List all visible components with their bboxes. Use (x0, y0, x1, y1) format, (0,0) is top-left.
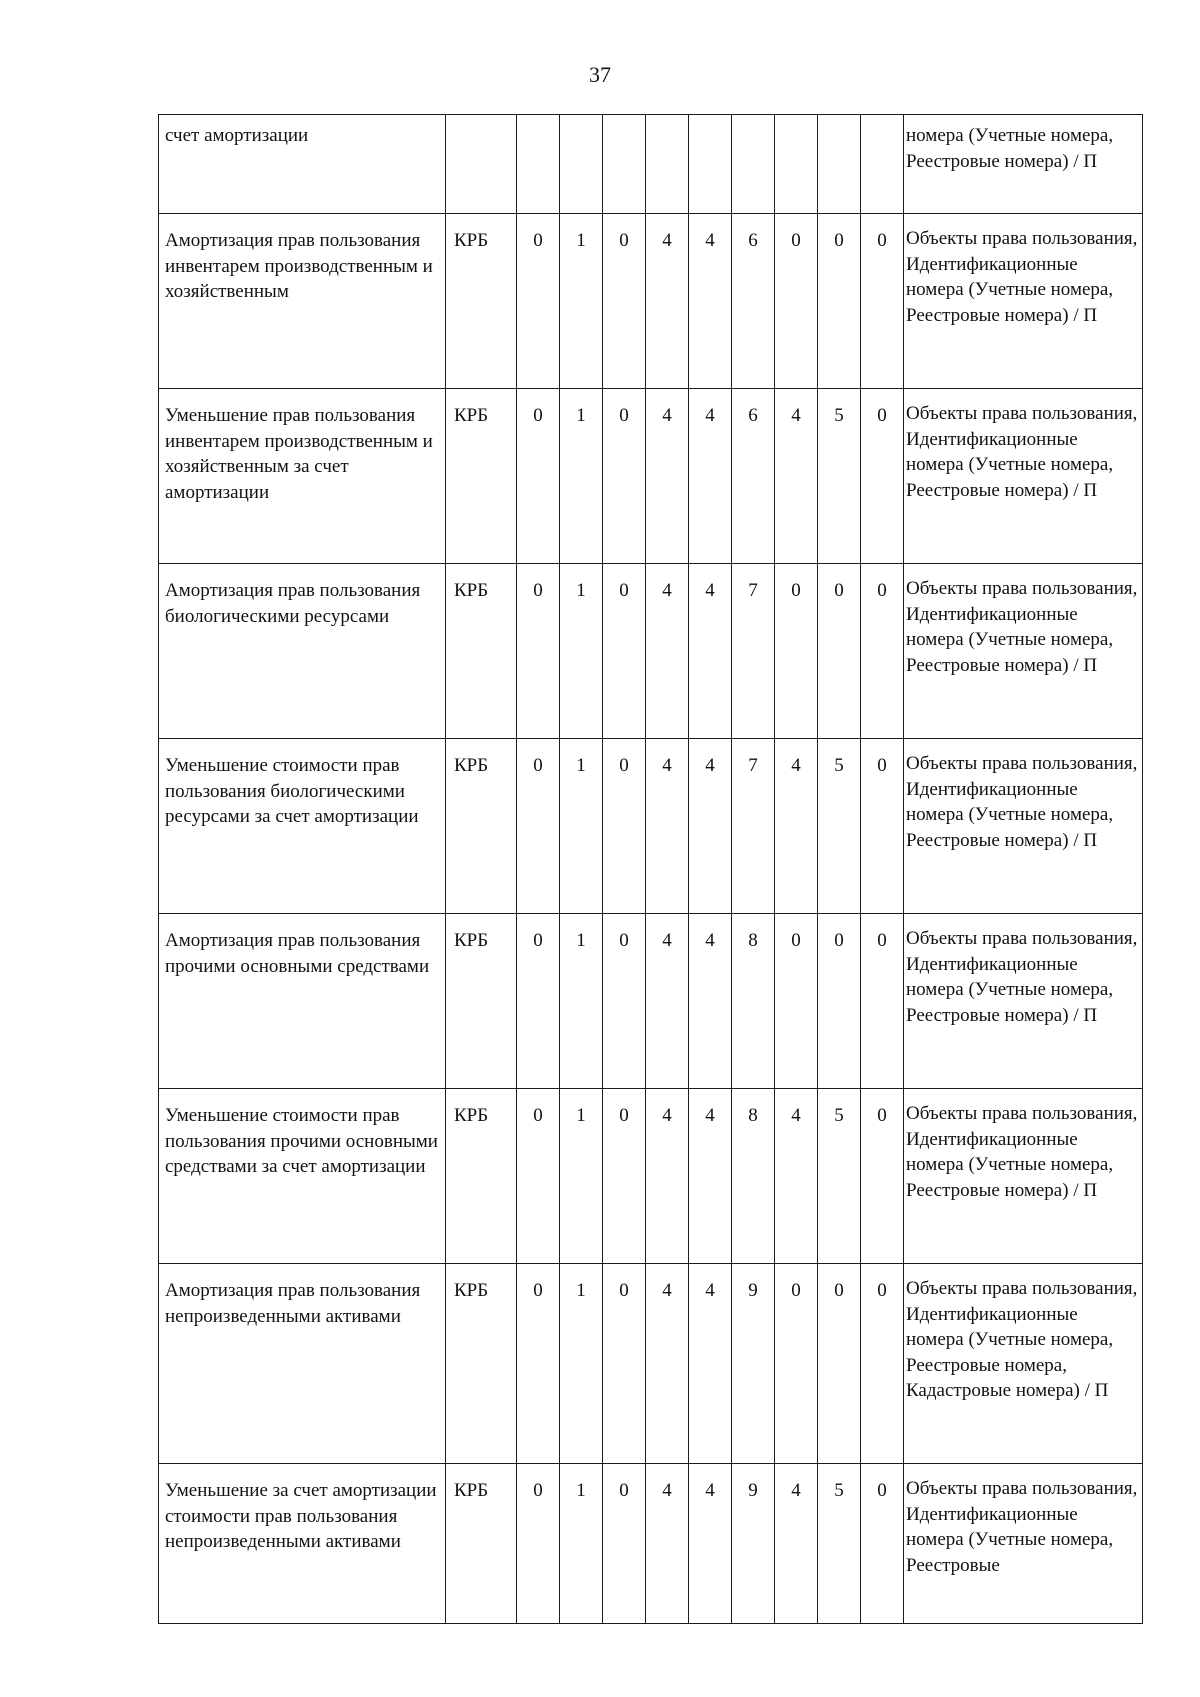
account-kind-cell: КРБ (446, 564, 517, 739)
account-code-digit-cell: 4 (689, 214, 732, 389)
account-code-digit-cell: 1 (560, 389, 603, 564)
account-code-digit-cell: 0 (818, 564, 861, 739)
analytics-attributes-cell: номера (Учетные номера, Реестровые номера) / П (904, 115, 1143, 214)
account-name-cell: счет амортизации (159, 115, 446, 214)
account-code-digit-cell: 0 (517, 739, 560, 914)
account-code-digit-cell: 5 (818, 1089, 861, 1264)
analytics-attributes-cell: Объекты права пользования, Идентификационные номера (Учетные номера, Реестровые номера) / П (904, 389, 1143, 564)
account-code-digit-cell: 4 (689, 1264, 732, 1464)
account-code-digit-cell: 0 (517, 914, 560, 1089)
account-code-digit-cell: 0 (603, 739, 646, 914)
account-code-digit-cell: 0 (861, 214, 904, 389)
account-code-digit-cell: 0 (603, 564, 646, 739)
account-code-digit-cell: 4 (689, 914, 732, 1089)
account-code-digit-cell: 4 (689, 564, 732, 739)
accounts-table-container (158, 114, 1142, 1624)
account-name-cell: Уменьшение стоимости прав пользования биологическими ресурсами за счет амортизации (159, 739, 446, 914)
account-code-digit-cell: 4 (775, 1464, 818, 1624)
account-code-digit-cell: 0 (603, 1089, 646, 1264)
account-code-digit-cell: 1 (560, 914, 603, 1089)
account-code-digit-cell: 4 (689, 1089, 732, 1264)
account-code-digit-cell: 0 (517, 1264, 560, 1464)
account-code-digit-cell: 5 (818, 1464, 861, 1624)
account-code-digit-cell: 4 (689, 739, 732, 914)
account-code-digit-cell: 4 (646, 1264, 689, 1464)
account-code-digit-cell (560, 115, 603, 214)
account-code-digit-cell: 0 (517, 1089, 560, 1264)
account-code-digit-cell: 0 (603, 1464, 646, 1624)
analytics-attributes-cell: Объекты права пользования, Идентификационные номера (Учетные номера, Реестровые номера) / П (904, 1089, 1143, 1264)
account-kind-cell: КРБ (446, 1464, 517, 1624)
account-code-digit-cell (517, 115, 560, 214)
account-name-cell: Уменьшение прав пользования инвентарем производственным и хозяйственным за счет амортизации (159, 389, 446, 564)
account-name-cell: Уменьшение стоимости прав пользования прочими основными средствами за счет амортизации (159, 1089, 446, 1264)
table-row (159, 389, 1143, 564)
account-code-digit-cell (818, 115, 861, 214)
account-code-digit-cell: 7 (732, 564, 775, 739)
page-number: 37 (589, 62, 611, 87)
account-kind-cell: КРБ (446, 214, 517, 389)
account-code-digit-cell: 0 (517, 1464, 560, 1624)
table-row (159, 214, 1143, 389)
analytics-attributes-cell: Объекты права пользования, Идентификационные номера (Учетные номера, Реестровые номера) / П (904, 564, 1143, 739)
account-code-digit-cell: 8 (732, 914, 775, 1089)
account-code-digit-cell: 0 (775, 564, 818, 739)
account-code-digit-cell: 0 (818, 214, 861, 389)
account-code-digit-cell: 4 (775, 739, 818, 914)
account-code-digit-cell: 1 (560, 1264, 603, 1464)
account-code-digit-cell: 4 (646, 1089, 689, 1264)
account-code-digit-cell (732, 115, 775, 214)
account-code-digit-cell (775, 115, 818, 214)
account-kind-cell: КРБ (446, 389, 517, 564)
account-code-digit-cell (646, 115, 689, 214)
account-code-digit-cell: 9 (732, 1264, 775, 1464)
account-code-digit-cell: 1 (560, 564, 603, 739)
account-code-digit-cell: 0 (603, 914, 646, 1089)
account-kind-cell: КРБ (446, 739, 517, 914)
analytics-attributes-cell: Объекты права пользования, Идентификационные номера (Учетные номера, Реестровые номера) / П (904, 214, 1143, 389)
account-code-digit-cell: 4 (775, 389, 818, 564)
account-code-digit-cell: 0 (861, 389, 904, 564)
analytics-attributes-cell: Объекты права пользования, Идентификационные номера (Учетные номера, Реестровые (904, 1464, 1143, 1624)
account-code-digit-cell (603, 115, 646, 214)
account-name-cell: Амортизация прав пользования прочими основными средствами (159, 914, 446, 1089)
account-code-digit-cell: 8 (732, 1089, 775, 1264)
account-code-digit-cell: 0 (861, 739, 904, 914)
account-code-digit-cell: 4 (646, 1464, 689, 1624)
account-code-digit-cell: 4 (689, 1464, 732, 1624)
table-row (159, 739, 1143, 914)
accounts-table (158, 114, 1143, 1624)
table-row (159, 115, 1143, 214)
analytics-attributes-cell: Объекты права пользования, Идентификационные номера (Учетные номера, Реестровые номера) / П (904, 739, 1143, 914)
analytics-attributes-cell: Объекты права пользования, Идентификационные номера (Учетные номера, Реестровые номера, Кадастровые номера) / П (904, 1264, 1143, 1464)
account-name-cell: Амортизация прав пользования биологическими ресурсами (159, 564, 446, 739)
account-code-digit-cell: 4 (775, 1089, 818, 1264)
account-code-digit-cell: 0 (603, 389, 646, 564)
account-kind-cell: КРБ (446, 1089, 517, 1264)
account-code-digit-cell: 4 (689, 389, 732, 564)
account-code-digit-cell: 0 (861, 1464, 904, 1624)
account-code-digit-cell: 6 (732, 214, 775, 389)
account-code-digit-cell: 0 (775, 214, 818, 389)
account-name-cell: Уменьшение за счет амортизации стоимости прав пользования непроизведенными активами (159, 1464, 446, 1624)
account-kind-cell: КРБ (446, 1264, 517, 1464)
account-code-digit-cell: 0 (775, 1264, 818, 1464)
account-code-digit-cell: 0 (517, 389, 560, 564)
account-name-cell: Амортизация прав пользования инвентарем производственным и хозяйственным (159, 214, 446, 389)
account-code-digit-cell: 4 (646, 914, 689, 1089)
account-kind-cell (446, 115, 517, 214)
account-code-digit-cell: 5 (818, 739, 861, 914)
account-code-digit-cell: 1 (560, 1464, 603, 1624)
account-code-digit-cell: 0 (861, 914, 904, 1089)
table-row (159, 1464, 1143, 1624)
account-code-digit-cell: 1 (560, 214, 603, 389)
account-code-digit-cell: 0 (775, 914, 818, 1089)
account-code-digit-cell: 7 (732, 739, 775, 914)
account-code-digit-cell: 6 (732, 389, 775, 564)
account-code-digit-cell (861, 115, 904, 214)
account-code-digit-cell: 0 (818, 914, 861, 1089)
account-code-digit-cell: 0 (517, 564, 560, 739)
account-kind-cell: КРБ (446, 914, 517, 1089)
account-code-digit-cell: 0 (861, 1089, 904, 1264)
account-code-digit-cell: 9 (732, 1464, 775, 1624)
table-row (159, 1264, 1143, 1464)
account-code-digit-cell: 0 (818, 1264, 861, 1464)
account-code-digit-cell: 1 (560, 739, 603, 914)
account-code-digit-cell (689, 115, 732, 214)
analytics-attributes-cell: Объекты права пользования, Идентификационные номера (Учетные номера, Реестровые номера) / П (904, 914, 1143, 1089)
account-code-digit-cell: 4 (646, 214, 689, 389)
account-code-digit-cell: 4 (646, 389, 689, 564)
account-name-cell: Амортизация прав пользования непроизведенными активами (159, 1264, 446, 1464)
account-code-digit-cell: 4 (646, 739, 689, 914)
account-code-digit-cell: 4 (646, 564, 689, 739)
table-row (159, 1089, 1143, 1264)
table-row (159, 564, 1143, 739)
account-code-digit-cell: 0 (861, 564, 904, 739)
table-row (159, 914, 1143, 1089)
account-code-digit-cell: 0 (603, 214, 646, 389)
account-code-digit-cell: 0 (861, 1264, 904, 1464)
account-code-digit-cell: 1 (560, 1089, 603, 1264)
account-code-digit-cell: 0 (603, 1264, 646, 1464)
account-code-digit-cell: 5 (818, 389, 861, 564)
table-body (159, 115, 1143, 1624)
account-code-digit-cell: 0 (517, 214, 560, 389)
